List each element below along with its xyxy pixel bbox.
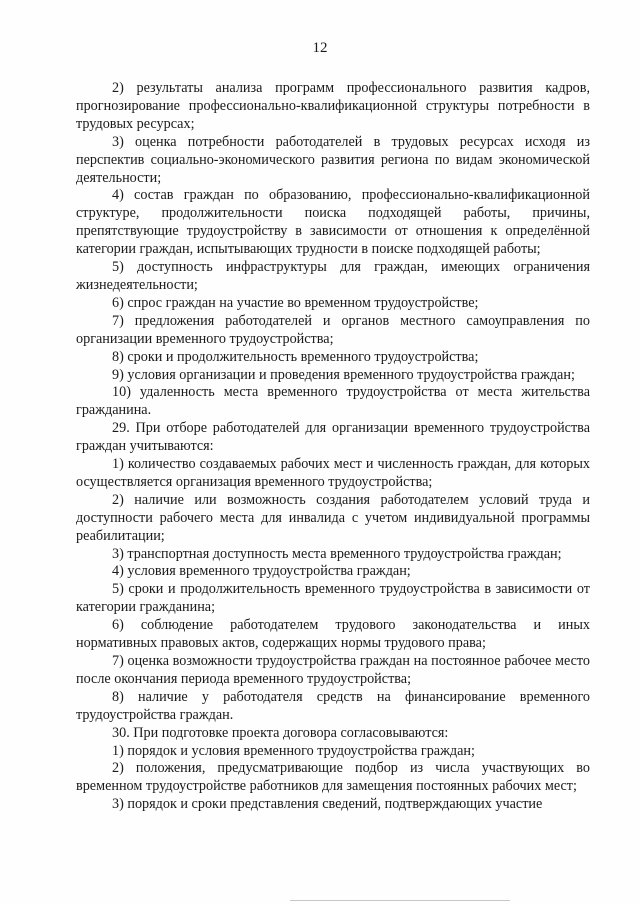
paragraph: 3) оценка потребности работодателей в трудовых ресурсах исходя из перспектив социально-экономического развития региона по видам экономической деятельности;	[76, 133, 590, 186]
paragraph: 4) условия временного трудоустройства граждан;	[112, 563, 411, 580]
paragraph: 6) спрос граждан на участие во временном трудоустройстве;	[112, 294, 479, 311]
paragraph: 9) условия организации и проведения временного трудоустройства граждан;	[112, 366, 575, 383]
page-number: 12	[312, 40, 328, 56]
paragraph: 2) положения, предусматривающие подбор из числа участвующих во временном трудоустройстве работников для замещения постоянных рабочих мест;	[76, 760, 590, 795]
paragraph: 10) удаленность места временного трудоустройства от места жительства гражданина.	[76, 384, 590, 419]
paragraph: 30. При подготовке проекта договора согласовываются:	[112, 724, 449, 741]
paragraph: 8) наличие у работодателя средств на финансирование временного трудоустройства граждан.	[76, 688, 590, 723]
paragraph: 7) предложения работодателей и органов местного самоуправления по организации временного трудоустройства;	[76, 312, 590, 347]
paragraph: 8) сроки и продолжительность временного трудоустройства;	[112, 348, 479, 365]
paragraph: 29. При отборе работодателей для организации временного трудоустройства граждан учитываются:	[76, 420, 590, 455]
scan-edge-line	[290, 900, 510, 901]
paragraph: 1) количество создаваемых рабочих мест и численность граждан, для которых осуществляется организация временного трудоустройства;	[76, 456, 590, 490]
paragraph: 6) соблюдение работодателем трудового законодательства и иных нормативных правовых актов, содержащих нормы трудового права;	[76, 617, 590, 652]
paragraph: 1) порядок и условия временного трудоустройства граждан;	[112, 742, 475, 759]
paragraph: 3) транспортная доступность места временного трудоустройства граждан;	[112, 545, 562, 562]
paragraph: 2) результаты анализа программ профессионального развития кадров, прогнозирование профессионально-квалификационной структуры потребности в трудовых ресурсах;	[76, 80, 590, 132]
paragraph: 5) доступность инфраструктуры для граждан, имеющих ограничения жизнедеятельности;	[76, 259, 590, 293]
paragraph: 5) сроки и продолжительность временного трудоустройства в зависимости от категории гражданина;	[76, 581, 590, 616]
paragraph: 4) состав граждан по образованию, профессионально-квалификационной структуре, продолжительности поиска подходящей работы, причины, препятствующие трудоустройству в зависимости от отношения к определённой категории граждан, испытывающих трудности в поиске подходящей работы;	[76, 187, 590, 258]
paragraph: 3) порядок и сроки представления сведений, подтверждающих участие	[112, 796, 543, 813]
paragraph: 7) оценка возможности трудоустройства граждан на постоянное рабочее место после окончания периода временного трудоустройства;	[76, 653, 590, 687]
document-body	[76, 80, 590, 814]
paragraph: 2) наличие или возможность создания работодателем условий труда и доступности рабочего места для инвалида с учетом индивидуальной программы реабилитации;	[76, 491, 590, 544]
